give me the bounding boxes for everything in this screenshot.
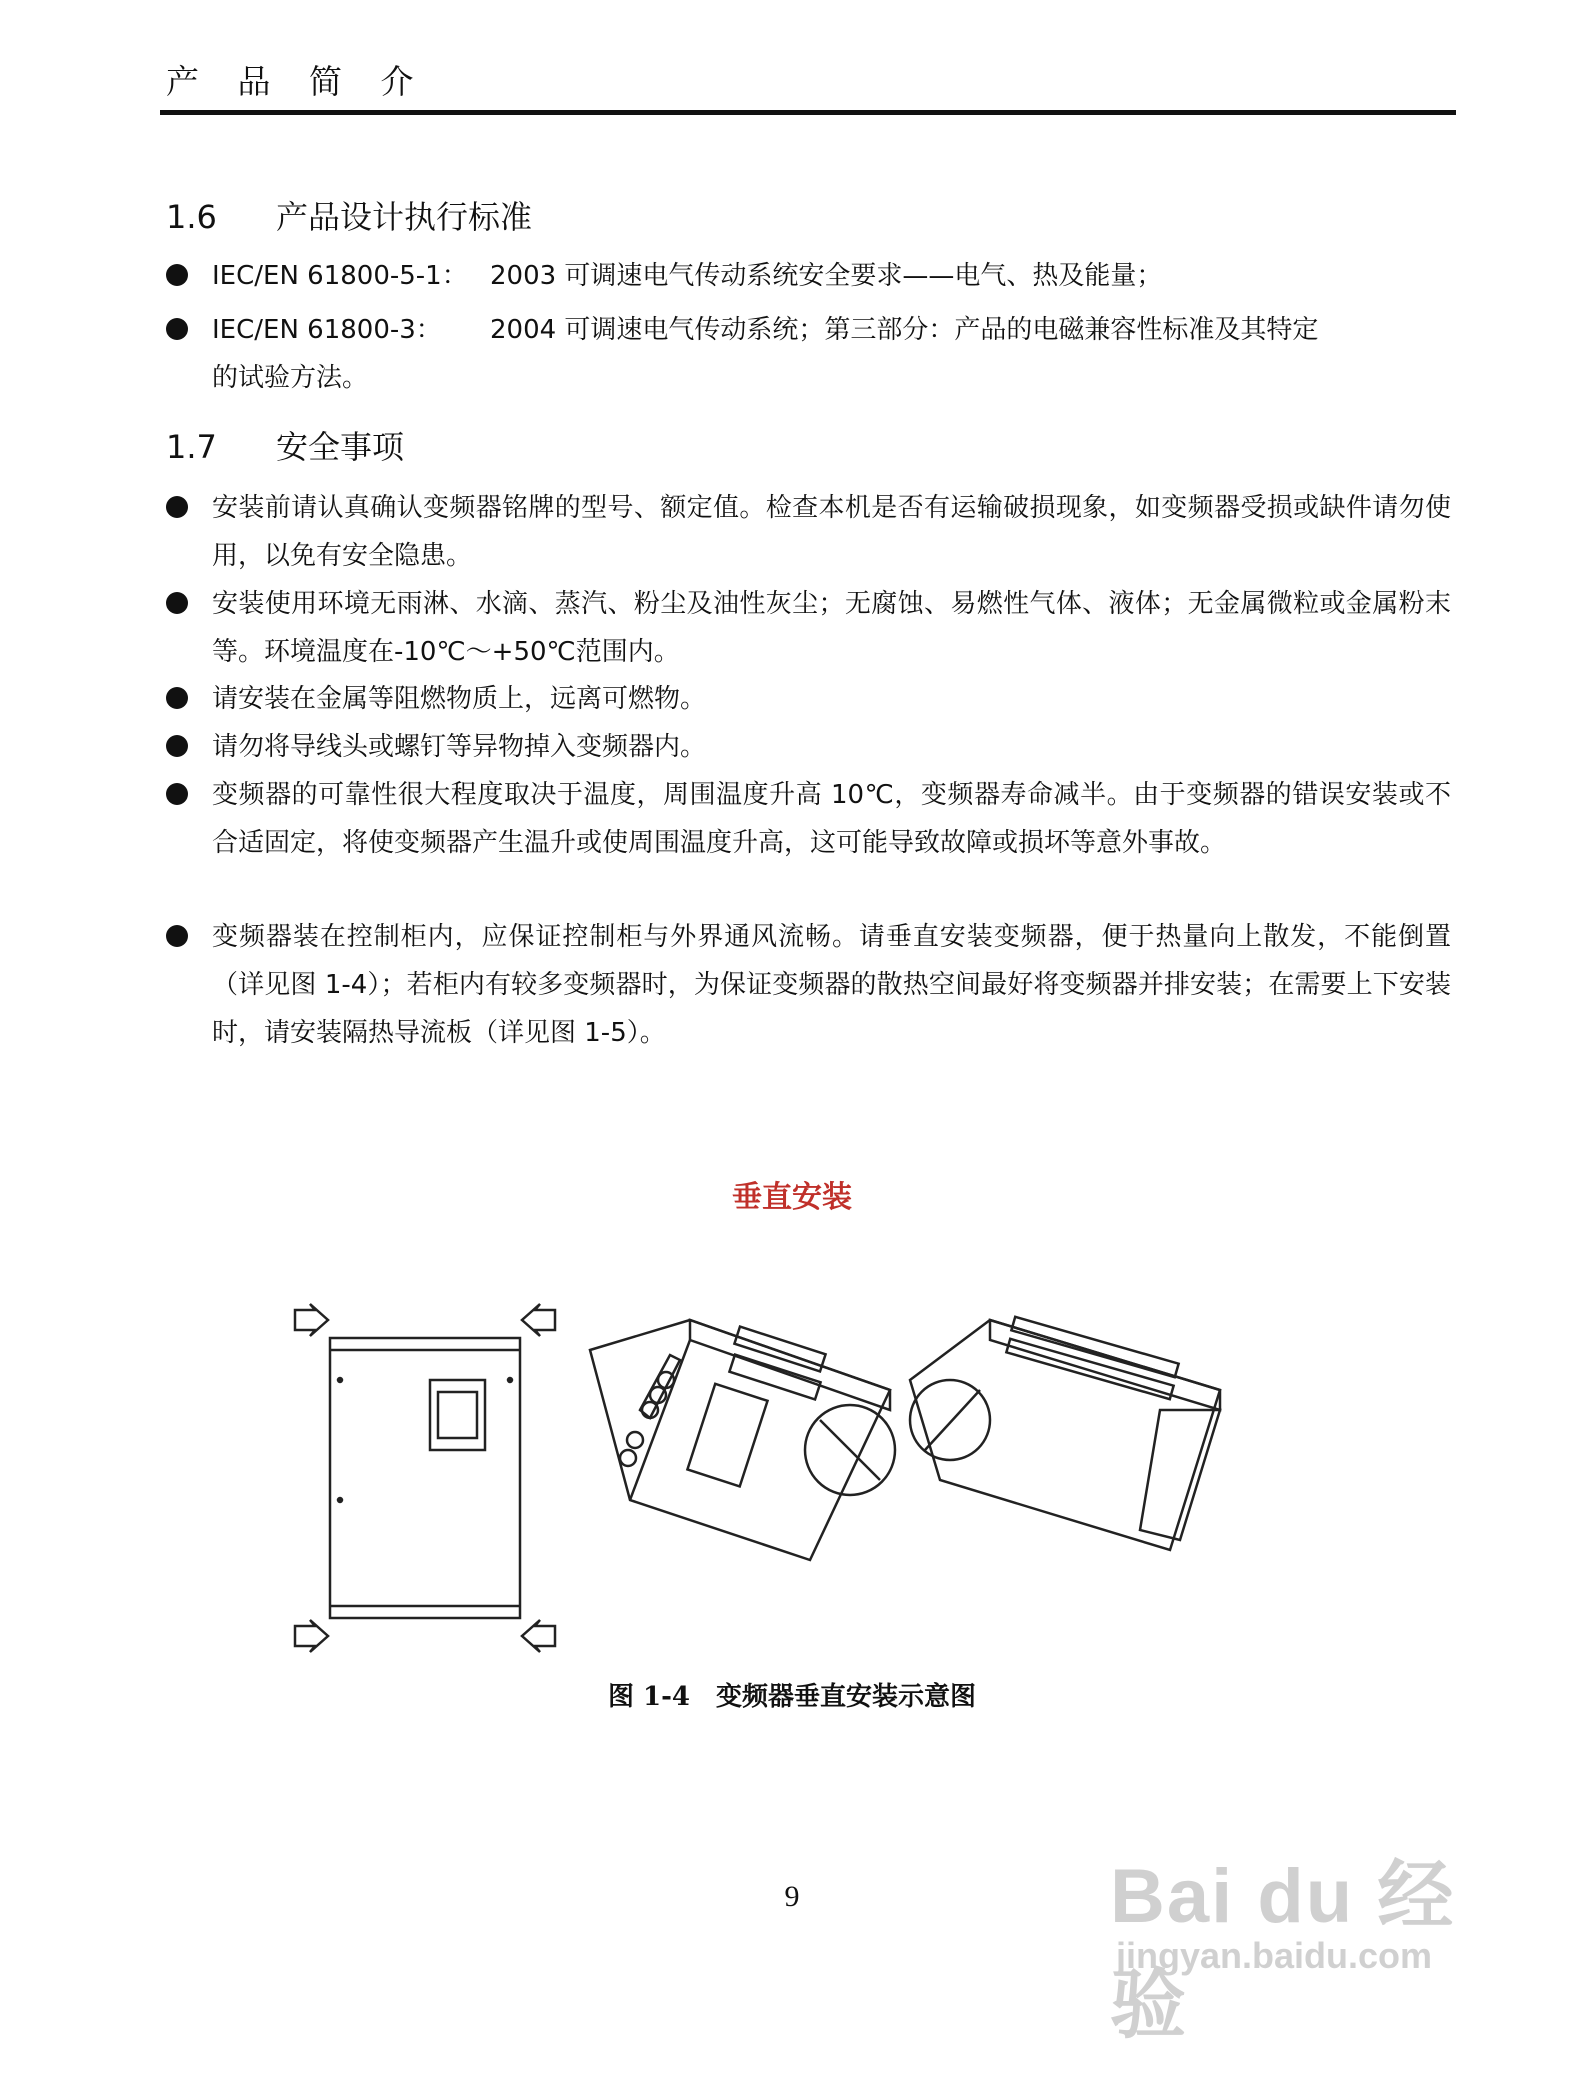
watermark-url: jingyan.baidu.com (1116, 1935, 1433, 1976)
safety-text: 请勿将导线头或螺钉等异物掉入变频器内。 (212, 732, 707, 762)
standard-text-cont: 的试验方法。 (212, 363, 369, 393)
safety-text: 变频器装在控制柜内，应保证控制柜与外界通风流畅。请垂直安装变频器，便于热量向上散发，不能倒置（详见图 1-4）；若柜内有较多变频器时，为保证变频器的散热空间最好将变频器并排安装；在需要上下安装时，请安装隔热导流板（详见图 1-5）。 (212, 922, 1451, 1048)
safety-text: 请安装在金属等阻燃物质上，远离可燃物。 (212, 684, 707, 714)
section-1-6-heading (166, 192, 532, 238)
bullet-icon (166, 925, 188, 947)
figure-illustration (290, 1300, 1340, 1670)
safety-item (166, 723, 1451, 771)
inverter-tilted-view-b (910, 1317, 1220, 1550)
standard-item (166, 252, 1451, 300)
section-title: 安全事项 (276, 428, 405, 466)
safety-text: 安装使用环境无雨淋、水滴、蒸汽、粉尘及油性灰尘；无腐蚀、易燃性气体、液体；无金属微粒或金属粉末等。环境温度在-10℃～+50℃范围内。 (212, 589, 1451, 667)
inverter-tilted-view-a (590, 1320, 895, 1560)
standard-text: 2003 可调速电气传动系统安全要求——电气、热及能量； (490, 261, 1163, 291)
section-number: 1.6 (166, 198, 217, 236)
baidu-watermark (1110, 1835, 1490, 2048)
standard-text: 2004 可调速电气传动系统；第三部分：产品的电磁兼容性标准及其特定 (490, 315, 1319, 345)
section-1-7-heading (166, 422, 404, 468)
bullet-icon (166, 783, 188, 805)
safety-item (166, 484, 1451, 580)
standard-code: IEC/EN 61800-5-1： (212, 261, 468, 291)
figure-caption: 图 1-4 变频器垂直安装示意图 (607, 1682, 977, 1712)
bullet-icon (166, 687, 188, 709)
header-rule (160, 110, 1456, 115)
standard-item (166, 306, 1451, 402)
baidu-logo: Bai du 经验 (1110, 1854, 1456, 2048)
figure-heading: 垂直安装 (732, 1180, 852, 1215)
bullet-icon (166, 592, 188, 614)
safety-item (166, 675, 1451, 723)
header-title: 产 品 简 介 (166, 62, 428, 101)
page-number: 9 (784, 1880, 800, 1913)
inverter-front-view (295, 1304, 555, 1652)
bullet-icon (166, 264, 188, 286)
bullet-icon (166, 496, 188, 518)
section-number: 1.7 (166, 428, 217, 466)
safety-item (166, 771, 1451, 867)
bullet-icon (166, 735, 188, 757)
bullet-icon (166, 318, 188, 340)
section-title: 产品设计执行标准 (276, 198, 533, 236)
safety-item (166, 913, 1451, 1057)
standard-code: IEC/EN 61800-3： (212, 315, 442, 345)
safety-item (166, 580, 1451, 676)
safety-text: 变频器的可靠性很大程度取决于温度，周围温度升高 10℃，变频器寿命减半。由于变频器的错误安装或不合适固定，将使变频器产生温升或使周围温度升高，这可能导致故障或损坏等意外事故。 (212, 780, 1451, 858)
safety-text: 安装前请认真确认变频器铭牌的型号、额定值。检查本机是否有运输破损现象，如变频器受损或缺件请勿使用，以免有安全隐患。 (212, 493, 1451, 571)
